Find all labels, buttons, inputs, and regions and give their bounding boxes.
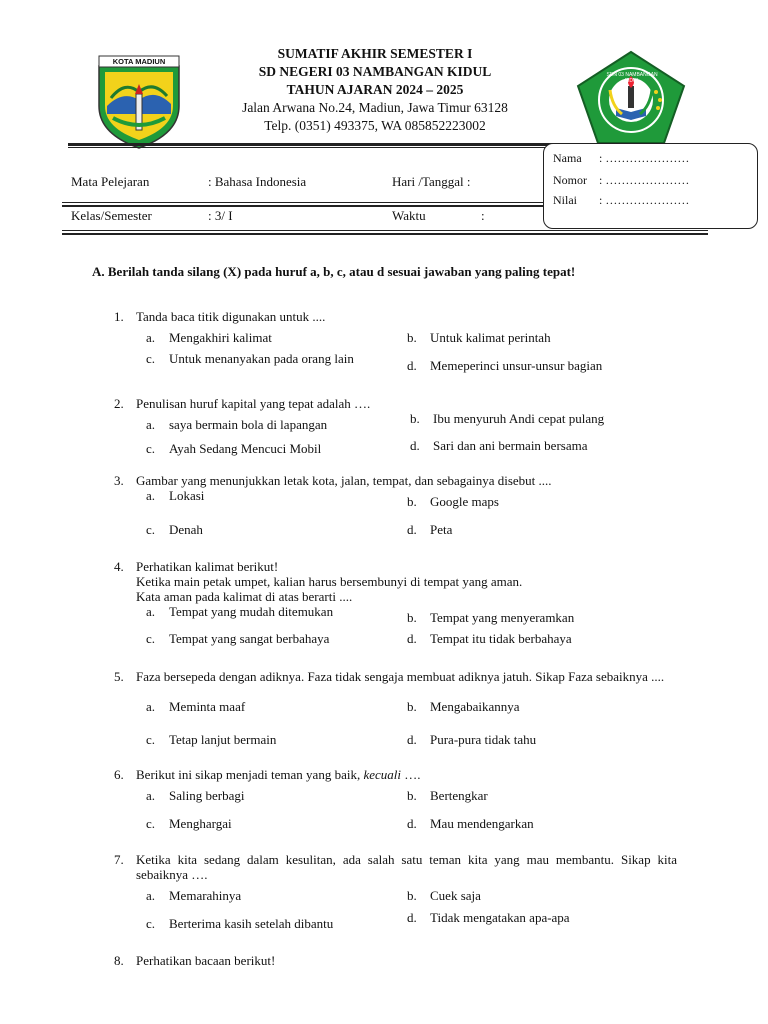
option-a[interactable]: a. Meminta maaf (146, 699, 246, 714)
option-a[interactable]: a. Lokasi (146, 488, 205, 503)
question-text: Penulisan huruf kapital yang tepat adalah …. (136, 396, 371, 411)
question-number: 1. (114, 309, 124, 324)
option-c[interactable]: c. Tempat yang sangat berbahaya (146, 631, 330, 646)
option-c[interactable]: c. Untuk menanyakan pada orang lain (146, 351, 382, 366)
option-a[interactable]: a. Mengakhiri kalimat (146, 330, 272, 345)
document-header (200, 45, 550, 135)
question-number: 7. (114, 852, 124, 867)
option-d[interactable]: d. Pura-pura tidak tahu (407, 732, 537, 747)
question-text-italic: kecuali (363, 767, 401, 782)
option-b[interactable]: b. Cuek saja (407, 888, 481, 903)
option-text: Pura-pura tidak tahu (430, 732, 537, 747)
option-text: Sari dan ani bermain bersama (433, 438, 588, 453)
option-text: Bertengkar (430, 788, 488, 803)
option-c[interactable]: c. Denah (146, 522, 203, 537)
header-title: SUMATIF AKHIR SEMESTER I (277, 46, 473, 61)
student-identity-box (543, 143, 758, 229)
option-b[interactable]: b. Tempat yang menyeramkan (407, 610, 575, 625)
section-a-instruction: A. Berilah tanda silang (X) pada huruf a, b, c, atau d sesuai jawaban yang paling tepat! (92, 264, 576, 279)
option-text: Tempat yang mudah ditemukan (169, 604, 334, 619)
option-text: Untuk menanyakan pada orang lain (169, 351, 354, 366)
score-label: Nilai (553, 193, 577, 207)
question-number: 2. (114, 396, 124, 411)
option-text: Menghargai (169, 816, 232, 831)
question-text: Perhatikan kalimat berikut! (136, 559, 279, 574)
question-text: Gambar yang menunjukkan letak kota, jalan, tempat, dan sebagainya disebut .... (136, 473, 552, 488)
class-label: Kelas/Semester (71, 208, 152, 223)
option-text: Ibu menyuruh Andi cepat pulang (433, 411, 605, 426)
option-text: Google maps (430, 494, 499, 509)
school-emblem-logo-icon (576, 50, 686, 145)
option-d[interactable]: d. Tempat itu tidak berbahaya (407, 631, 572, 646)
question-number: 6. (114, 767, 124, 782)
number-dots: : ………………… (599, 173, 690, 187)
question-text: Faza bersepeda dengan adiknya. Faza tidak sengaja membuat adiknya jatuh. Sikap Faza sebaiknya .... (136, 669, 665, 684)
option-b[interactable]: b. Ibu menyuruh Andi cepat pulang (410, 411, 605, 426)
info-bottom-divider-thick (62, 233, 708, 235)
header-year: TAHUN AJARAN 2024 – 2025 (286, 82, 464, 97)
option-text: Tempat yang menyeramkan (430, 610, 575, 625)
question-number: 3. (114, 473, 124, 488)
option-text: Meminta maaf (169, 699, 246, 714)
option-text: Mau mendengarkan (430, 816, 534, 831)
name-dots: : ………………… (599, 151, 690, 165)
question-number: 5. (114, 669, 124, 684)
option-c[interactable]: c. Ayah Sedang Mencuci Mobil (146, 441, 322, 456)
option-d[interactable]: d. Sari dan ani bermain bersama (410, 438, 588, 453)
option-text: Mengabaikannya (430, 699, 520, 714)
class-value: : 3/ I (208, 208, 233, 223)
question-text-line3: Kata aman pada kalimat di atas berarti .... (136, 589, 353, 604)
header-phone: Telp. (0351) 493375, WA 085852223002 (264, 118, 486, 133)
option-text: Tetap lanjut bermain (169, 732, 277, 747)
kota-madiun-logo-icon (93, 54, 185, 150)
option-text: Untuk kalimat perintah (430, 330, 551, 345)
option-a[interactable]: a. Memarahinya (146, 888, 242, 903)
question-text: Tanda baca titik digunakan untuk .... (136, 309, 326, 324)
option-text: Berterima kasih setelah dibantu (169, 916, 334, 931)
option-b[interactable]: b. Google maps (407, 494, 499, 509)
option-text: Memeperinci unsur-unsur bagian (430, 358, 603, 373)
option-text: Saling berbagi (169, 788, 245, 803)
option-text: Ayah Sedang Mencuci Mobil (169, 441, 322, 456)
option-b[interactable]: b. Bertengkar (407, 788, 488, 803)
option-b[interactable]: b. Mengabaikannya (407, 699, 520, 714)
option-text: saya bermain bola di lapangan (169, 417, 328, 432)
option-b[interactable]: b. Untuk kalimat perintah (407, 330, 551, 345)
time-colon: : (481, 208, 485, 223)
question-text-main: Berikut ini sikap menjadi teman yang baik, (136, 767, 364, 782)
option-d[interactable]: d. Peta (407, 522, 453, 537)
time-label: Waktu (392, 208, 426, 223)
number-label: Nomor (553, 173, 587, 187)
option-text: Memarahinya (169, 888, 242, 903)
header-school: SD NEGERI 03 NAMBANGAN KIDUL (258, 64, 492, 79)
right-logo-text: SDN 03 NAMBANGAN KIDUL (606, 72, 658, 84)
name-label: Nama (553, 151, 582, 165)
subject-value: : Bahasa Indonesia (208, 174, 307, 189)
option-a[interactable]: a. Tempat yang mudah ditemukan (146, 604, 334, 619)
option-text: Cuek saja (430, 888, 481, 903)
question-number: 8. (114, 953, 124, 968)
question-number: 4. (114, 559, 124, 574)
option-d[interactable]: d. Tidak mengatakan apa-apa (407, 910, 570, 925)
subject-label: Mata Pelejaran (71, 174, 150, 189)
option-a[interactable]: a. Saling berbagi (146, 788, 245, 803)
option-text: Denah (169, 522, 203, 537)
option-d[interactable]: d. Memeperinci unsur-unsur bagian (407, 358, 603, 373)
left-logo-text: KOTA MADIUN (112, 57, 166, 66)
header-address: Jalan Arwana No.24, Madiun, Jawa Timur 63128 (242, 100, 508, 115)
question-text: Perhatikan bacaan berikut! (136, 953, 276, 968)
info-bottom-divider (62, 230, 708, 231)
option-c[interactable]: c. Menghargai (146, 816, 232, 831)
option-a[interactable]: a. saya bermain bola di lapangan (146, 417, 328, 432)
name-row (553, 151, 689, 166)
option-d[interactable]: d. Mau mendengarkan (407, 816, 534, 831)
question-text-line2: Ketika main petak umpet, kalian harus bersembunyi di tempat yang aman. (136, 574, 523, 589)
number-row (553, 173, 689, 188)
option-text: Tempat itu tidak berbahaya (430, 631, 572, 646)
option-text: Tidak mengatakan apa-apa (430, 910, 570, 925)
score-dots: : ………………… (599, 193, 690, 207)
question-text-end: …. (401, 767, 421, 782)
option-text: Lokasi (169, 488, 205, 503)
score-row (553, 193, 689, 208)
question-text: Ketika kita sedang dalam kesulitan, ada salah satu teman kita yang mau membantu. Sikap kita sebaiknya …. (136, 852, 677, 882)
question-text (136, 767, 677, 782)
option-text: Tempat yang sangat berbahaya (169, 631, 330, 646)
option-text: Peta (430, 522, 453, 537)
option-text: Mengakhiri kalimat (169, 330, 272, 345)
day-date-label: Hari /Tanggal : (392, 174, 471, 189)
option-c[interactable]: c. Berterima kasih setelah dibantu (146, 916, 334, 931)
option-c[interactable]: c. Tetap lanjut bermain (146, 732, 277, 747)
